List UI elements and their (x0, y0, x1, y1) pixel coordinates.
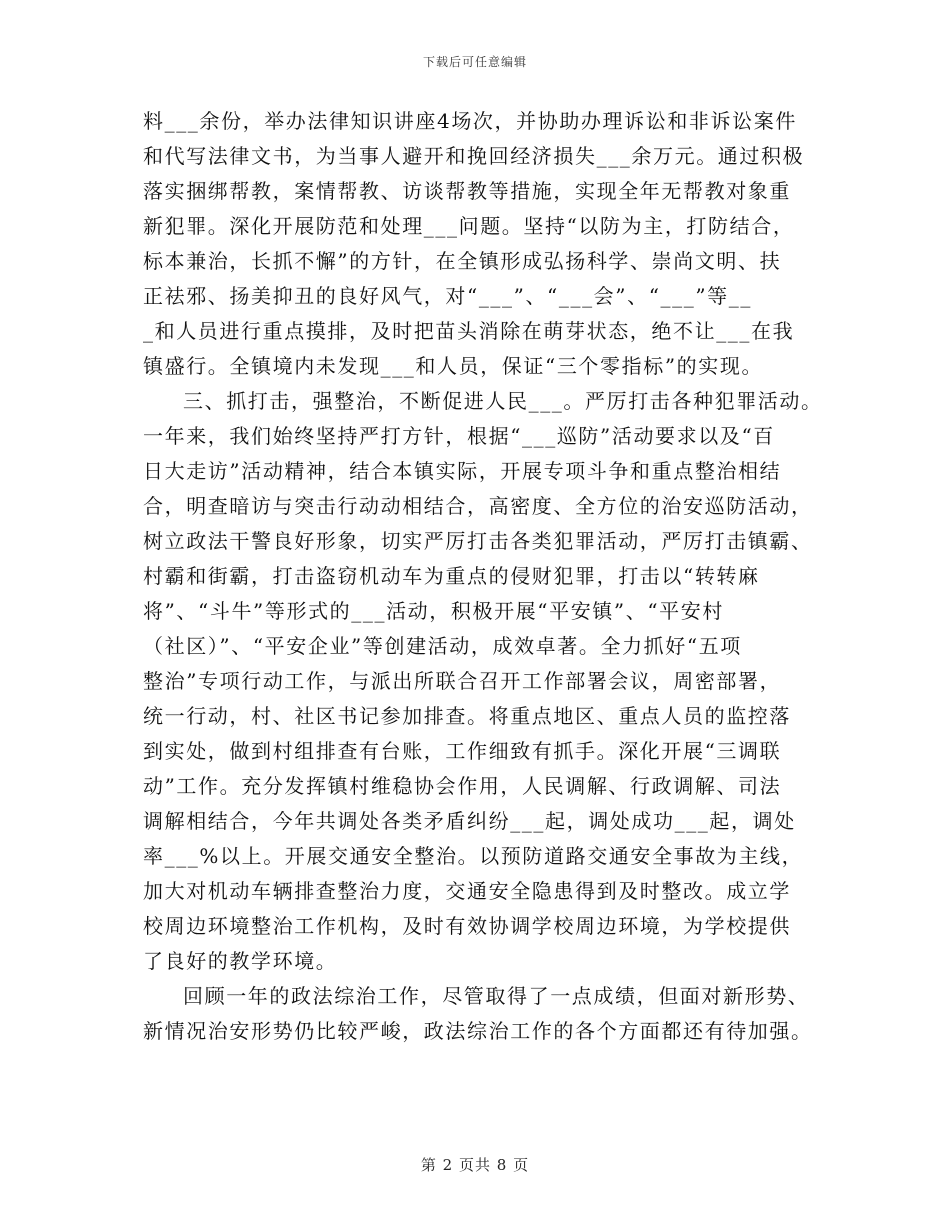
text-line: 调解相结合，今年共调处各类矛盾纠纷___起，调处成功___起，调处 (143, 809, 796, 833)
text-line: 树立政法干警良好形象，切实严厉打击各类犯罪活动，严厉打击镇霸、 (143, 529, 813, 553)
text-line: 加大对机动车辆排查整治力度，交通安全隐患得到及时整改。成立学 (143, 879, 791, 903)
text-line: 到实处，做到村组排查有台账，工作细致有抓手。深化开展“三调联 (143, 739, 782, 763)
text-line: 统一行动，村、社区书记参加排查。将重点地区、重点人员的监控落 (143, 704, 791, 728)
page-number-footer: 第 2 页共 8 页 (420, 1156, 530, 1174)
text-line: 新情况治安形势仍比较严峻，政法综治工作的各个方面都还有待加强。 (143, 1019, 813, 1043)
text-line: 整治”专项行动工作，与派出所联合召开工作部署会议，周密部署， (143, 669, 782, 693)
text-line: 正祛邪、扬美抑丑的良好风气，对“___”、“___会”、“___”等__ (143, 284, 752, 308)
text-line: 落实捆绑帮教，案情帮教、访谈帮教等措施，实现全年无帮教对象重 (143, 179, 791, 203)
text-line: 料___余份，举办法律知识讲座4场次，并协助办理诉讼和非诉讼案件 (143, 109, 797, 133)
text-line: 校周边环境整治工作机构，及时有效协调学校周边环境，为学校提供 (143, 914, 791, 938)
text-line: 率___%以上。开展交通安全整治。以预防道路交通安全事故为主线， (143, 844, 804, 868)
text-line: 三、抓打击，强整治，不断促进人民___。严厉打击各种犯罪活动。 (183, 389, 823, 413)
text-line: 和代写法律文书，为当事人避开和挽回经济损失___余万元。通过积极 (143, 144, 805, 168)
page-header: 下载后可任意编辑 (422, 55, 527, 69)
text-line: 将”、“斗牛”等形式的___活动，积极开展“平安镇”、“平安村 (143, 599, 724, 623)
text-line: 新犯罪。深化开展防范和处理___问题。坚持“以防为主，打防结合， (143, 214, 795, 238)
text-line: 合，明查暗访与突击行动动相结合，高密度、全方位的治安巡防活动， (143, 494, 813, 518)
text-line: 镇盛行。全镇境内未发现___和人员，保证“三个零指标”的实现。 (143, 354, 764, 378)
text-line: 一年来，我们始终坚持严打方针，根据“___巡防”活动要求以及“百 (143, 424, 775, 448)
document-body (143, 104, 823, 1049)
text-line: 村霸和街霸，打击盗窃机动车为重点的侵财犯罪，打击以“转转麻 (143, 564, 760, 588)
text-line: 了良好的教学环境。 (143, 949, 338, 973)
text-line: 回顾一年的政法综治工作，尽管取得了一点成绩，但面对新形势、 (183, 984, 810, 1008)
text-line: 日大走访”活动精神，结合本镇实际，开展专项斗争和重点整治相结 (143, 459, 782, 483)
text-line: _和人员进行重点摸排，及时把苗头消除在萌芽状态，绝不让___在我 (143, 319, 795, 343)
text-line: 动”工作。充分发挥镇村维稳协会作用，人民调解、行政调解、司法 (143, 774, 782, 798)
text-line: 标本兼治，长抓不懈”的方针，在全镇形成弘扬科学、崇尚文明、扶 (143, 249, 782, 273)
text-line: （社区）”、“平安企业”等创建活动，成效卓著。全力抓好“五项 (143, 634, 742, 658)
